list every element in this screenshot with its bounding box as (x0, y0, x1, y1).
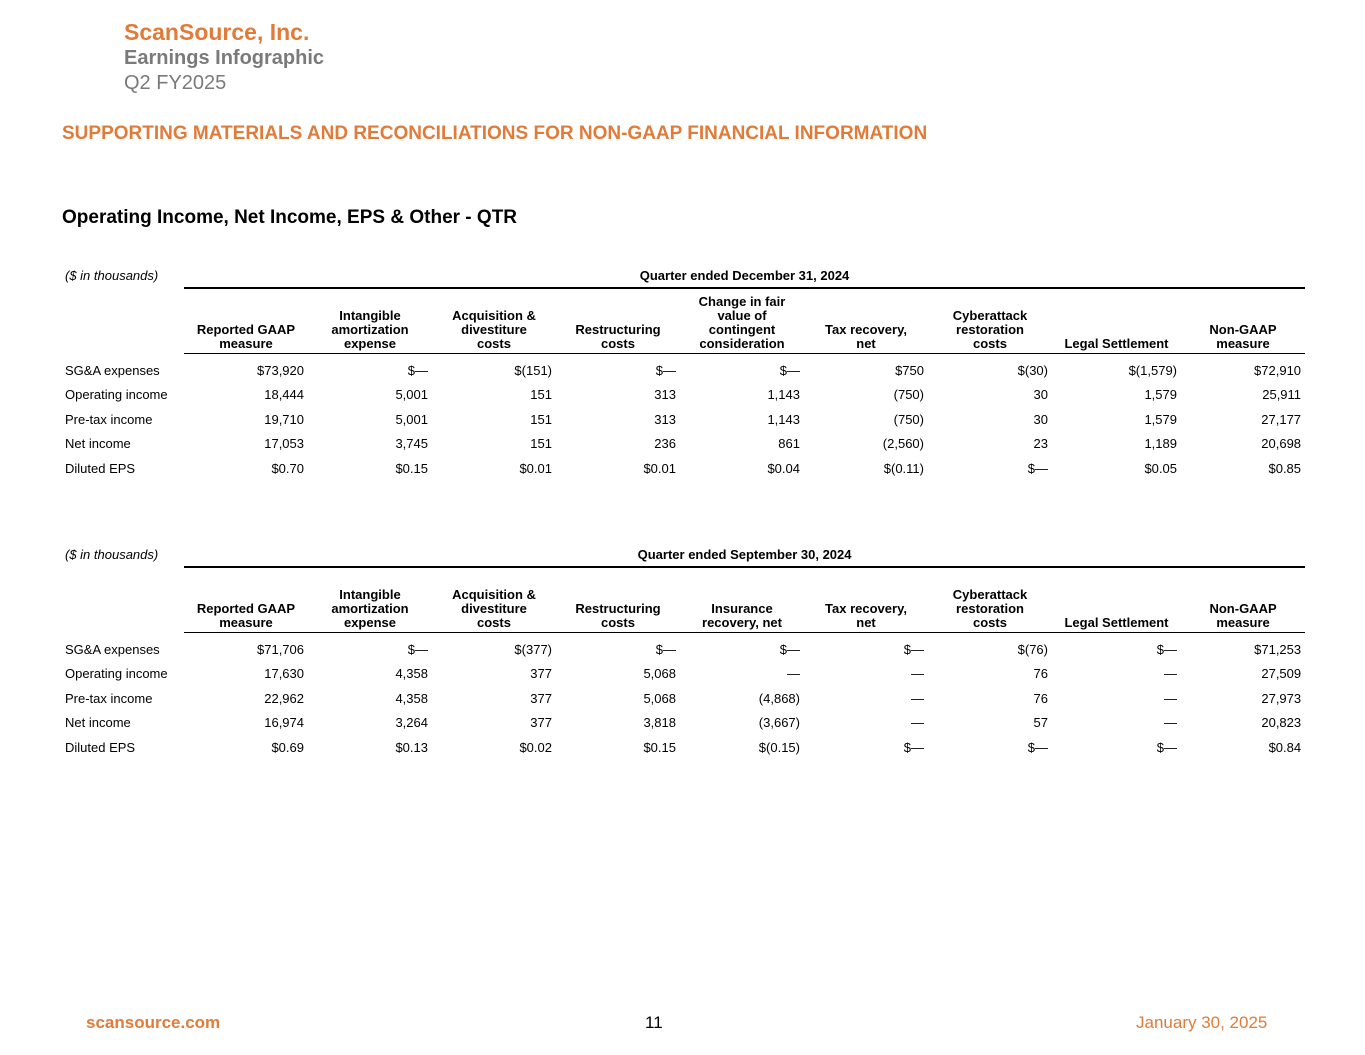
table-cell: 17,053 (264, 436, 304, 452)
table-cell: $(0.15) (758, 739, 800, 755)
column-header-line: Change in fair (698, 294, 786, 309)
quarter-title: Quarter ended September 30, 2024 (184, 542, 1305, 567)
table-cell: $0.69 (271, 739, 304, 755)
table-cell: $— (1027, 460, 1048, 476)
table-cell: $71,253 (1254, 641, 1302, 657)
table-cell: $0.02 (519, 739, 552, 755)
row-label-header (62, 567, 184, 633)
table-cell: 1,143 (767, 387, 800, 403)
table-row (62, 686, 1305, 711)
table-cell: $— (655, 641, 676, 657)
table-cell: $0.01 (519, 460, 552, 476)
column-header-line: contingent (708, 322, 776, 337)
table-cell: (4,868) (758, 690, 800, 706)
table-cell: — (787, 666, 800, 682)
table-cell: (2,560) (882, 436, 924, 452)
table-row (62, 456, 1305, 481)
page-number: 11 (645, 1013, 663, 1032)
table-cell: 19,710 (264, 411, 304, 427)
table-row (62, 662, 1305, 687)
table-cell: 3,745 (395, 436, 428, 452)
table-cell: $0.05 (1144, 460, 1177, 476)
row-label: Net income (65, 715, 131, 731)
table-cell: $(377) (514, 641, 552, 657)
table-cell: 22,962 (264, 690, 304, 706)
table-cell: (750) (893, 411, 924, 427)
table-cell: 4,358 (395, 666, 428, 682)
column-header-line: Reported GAAP (196, 322, 296, 337)
column-header-line: Restructuring (575, 601, 661, 616)
table-cell: 5,068 (643, 666, 676, 682)
table-cell: 27,177 (1261, 411, 1302, 427)
row-label: Net income (65, 436, 131, 452)
table-cell: $— (903, 739, 924, 755)
table-cell: (750) (893, 387, 924, 403)
column-header-line: amortization (331, 601, 409, 616)
table-cell: 18,444 (264, 387, 304, 403)
table-cell: 27,509 (1261, 666, 1302, 682)
column-header (680, 288, 804, 354)
column-header-line: Legal Settlement (1064, 615, 1169, 630)
table-cell: 1,579 (1144, 411, 1177, 427)
table-cell: 20,823 (1261, 715, 1302, 731)
table-cell: 1,579 (1144, 387, 1177, 403)
table-cell: — (1164, 690, 1177, 706)
column-header (556, 567, 680, 633)
table-cell: $0.04 (767, 460, 800, 476)
column-header-line: amortization (331, 322, 409, 337)
table-cell: $— (1156, 739, 1177, 755)
table-cell: $0.15 (643, 739, 676, 755)
document-subtitle: Earnings Infographic (124, 47, 325, 69)
table-cell: $— (1027, 739, 1048, 755)
table-cell: $(151) (514, 362, 552, 378)
table-cell: $(0.11) (883, 460, 924, 476)
table-cell: $(76) (1017, 641, 1048, 657)
table-cell: — (911, 666, 924, 682)
table-row (62, 383, 1305, 408)
table-cell: 236 (654, 436, 676, 452)
column-header (432, 288, 556, 354)
column-header (928, 288, 1052, 354)
table-cell: $0.84 (1268, 739, 1302, 755)
column-header-line: value of (717, 308, 767, 323)
column-header-line: costs (477, 336, 511, 351)
row-label-header (62, 288, 184, 354)
table-cell: 17,630 (264, 666, 304, 682)
row-label: Operating income (65, 387, 168, 403)
table-cell: — (911, 690, 924, 706)
row-label: Diluted EPS (65, 739, 136, 755)
table-cell: 5,001 (395, 411, 428, 427)
footer-website: scansource.com (86, 1013, 221, 1032)
table-cell: 377 (530, 690, 552, 706)
column-header-line: Insurance (711, 601, 773, 616)
table-cell: $— (655, 362, 676, 378)
column-header (1052, 567, 1181, 633)
column-header-line: expense (343, 615, 397, 630)
table-cell: 23 (1033, 436, 1048, 452)
column-header-line: divestiture (461, 322, 527, 337)
table-cell: 5,001 (395, 387, 428, 403)
column-header-line: net (856, 336, 876, 351)
row-label: Pre-tax income (65, 411, 153, 427)
table-cell: $0.01 (643, 460, 676, 476)
column-header (556, 288, 680, 354)
column-header-line: expense (343, 336, 397, 351)
column-header-line: Intangible (339, 308, 401, 323)
reconciliation-table-sep-2024 (62, 542, 1305, 760)
table-cell: $— (779, 641, 800, 657)
column-header-line: Tax recovery, (825, 601, 907, 616)
table-cell: — (1164, 666, 1177, 682)
table-cell: (3,667) (758, 715, 800, 731)
column-header (1181, 288, 1305, 354)
table-cell: 3,818 (643, 715, 676, 731)
table-cell: 57 (1033, 715, 1048, 731)
column-header (1181, 567, 1305, 633)
table-row (62, 637, 1305, 662)
column-header-line: net (856, 615, 876, 630)
column-header-line: consideration (699, 336, 785, 351)
table-cell: $750 (895, 362, 924, 378)
table-cell: $(1,579) (1128, 362, 1177, 378)
column-header (184, 288, 308, 354)
column-header-line: Non-GAAP (1209, 601, 1277, 616)
table-cell: 30 (1033, 387, 1048, 403)
table-cell: $71,706 (257, 641, 304, 657)
table-cell: 151 (530, 411, 552, 427)
company-name: ScanSource, Inc. (124, 19, 310, 45)
table-cell: 3,264 (395, 715, 428, 731)
column-header (928, 567, 1052, 633)
table-cell: 377 (530, 715, 552, 731)
units-note: ($ in thousands) (65, 547, 159, 562)
table-cell: 1,143 (767, 411, 800, 427)
column-header-line: measure (1216, 615, 1270, 630)
column-header-line: measure (1216, 336, 1270, 351)
table-cell: $(30) (1017, 362, 1048, 378)
column-header (1052, 288, 1181, 354)
column-header (308, 567, 432, 633)
column-header (804, 288, 928, 354)
table-cell: 151 (530, 436, 552, 452)
table-row (62, 407, 1305, 432)
table-cell: 313 (654, 411, 676, 427)
table-cell: — (1164, 715, 1177, 731)
column-header (680, 567, 804, 633)
quarter-title: Quarter ended December 31, 2024 (184, 263, 1305, 288)
column-header (184, 567, 308, 633)
column-header-line: restoration (956, 601, 1024, 616)
column-header-line: Reported GAAP (196, 601, 296, 616)
row-label: Operating income (65, 666, 168, 682)
table-cell: $— (407, 362, 428, 378)
table-cell: $0.15 (395, 460, 428, 476)
column-header-line: costs (601, 336, 635, 351)
table-row (62, 711, 1305, 736)
column-header-line: measure (219, 336, 273, 351)
reconciliation-table-dec-2024 (62, 263, 1305, 481)
column-header-line: costs (973, 615, 1007, 630)
table-row (62, 735, 1305, 760)
row-label: Diluted EPS (65, 460, 136, 476)
column-header-line: restoration (956, 322, 1024, 337)
column-header (308, 288, 432, 354)
table-cell: 76 (1033, 690, 1048, 706)
table-cell: 4,358 (395, 690, 428, 706)
table-row (62, 432, 1305, 457)
row-label: SG&A expenses (65, 641, 160, 657)
table-cell: $— (407, 641, 428, 657)
table-cell: $0.85 (1268, 460, 1302, 476)
column-header-line: recovery, net (702, 615, 782, 630)
column-header-line: Cyberattack (952, 587, 1028, 602)
table-cell: $0.13 (395, 739, 428, 755)
table-cell: 861 (778, 436, 800, 452)
table-cell: $— (779, 362, 800, 378)
table-cell: 377 (530, 666, 552, 682)
column-header-line: costs (973, 336, 1007, 351)
table-row (62, 358, 1305, 383)
table-cell: 313 (654, 387, 676, 403)
column-header-line: Restructuring (575, 322, 661, 337)
row-label: SG&A expenses (65, 362, 160, 378)
table-cell: $— (903, 641, 924, 657)
table-cell: 27,973 (1261, 690, 1302, 706)
table-cell: 76 (1033, 666, 1048, 682)
table-cell: $73,920 (257, 362, 304, 378)
column-header (804, 567, 928, 633)
table-cell: $72,910 (1254, 362, 1302, 378)
column-header-line: measure (219, 615, 273, 630)
fiscal-period: Q2 FY2025 (124, 72, 227, 94)
column-header-line: divestiture (461, 601, 527, 616)
column-header-line: Acquisition & (452, 587, 536, 602)
units-note: ($ in thousands) (65, 268, 159, 283)
column-header-line: Acquisition & (452, 308, 536, 323)
table-cell: $0.70 (271, 460, 304, 476)
column-header-line: Non-GAAP (1209, 322, 1277, 337)
table-cell: 16,974 (264, 715, 304, 731)
column-header-line: costs (601, 615, 635, 630)
table-cell: 151 (530, 387, 552, 403)
table-cell: $— (1156, 641, 1177, 657)
table-cell: — (911, 715, 924, 731)
header (124, 18, 324, 96)
table-cell: 5,068 (643, 690, 676, 706)
footer-date: January 30, 2025 (1136, 1013, 1268, 1032)
column-header-line: Tax recovery, (825, 322, 907, 337)
column-header-line: costs (477, 615, 511, 630)
table-cell: 25,911 (1262, 387, 1302, 403)
table-cell: 20,698 (1261, 436, 1302, 452)
section-title: Operating Income, Net Income, EPS & Other - QTR (62, 207, 518, 228)
column-header-line: Legal Settlement (1064, 336, 1169, 351)
row-label: Pre-tax income (65, 690, 153, 706)
section-banner: SUPPORTING MATERIALS AND RECONCILIATIONS FOR NON-GAAP FINANCIAL INFORMATION (62, 123, 928, 144)
column-header-line: Cyberattack (952, 308, 1028, 323)
table-cell: 30 (1033, 411, 1048, 427)
column-header-line: Intangible (339, 587, 401, 602)
column-header (432, 567, 556, 633)
table-cell: 1,189 (1144, 436, 1177, 452)
